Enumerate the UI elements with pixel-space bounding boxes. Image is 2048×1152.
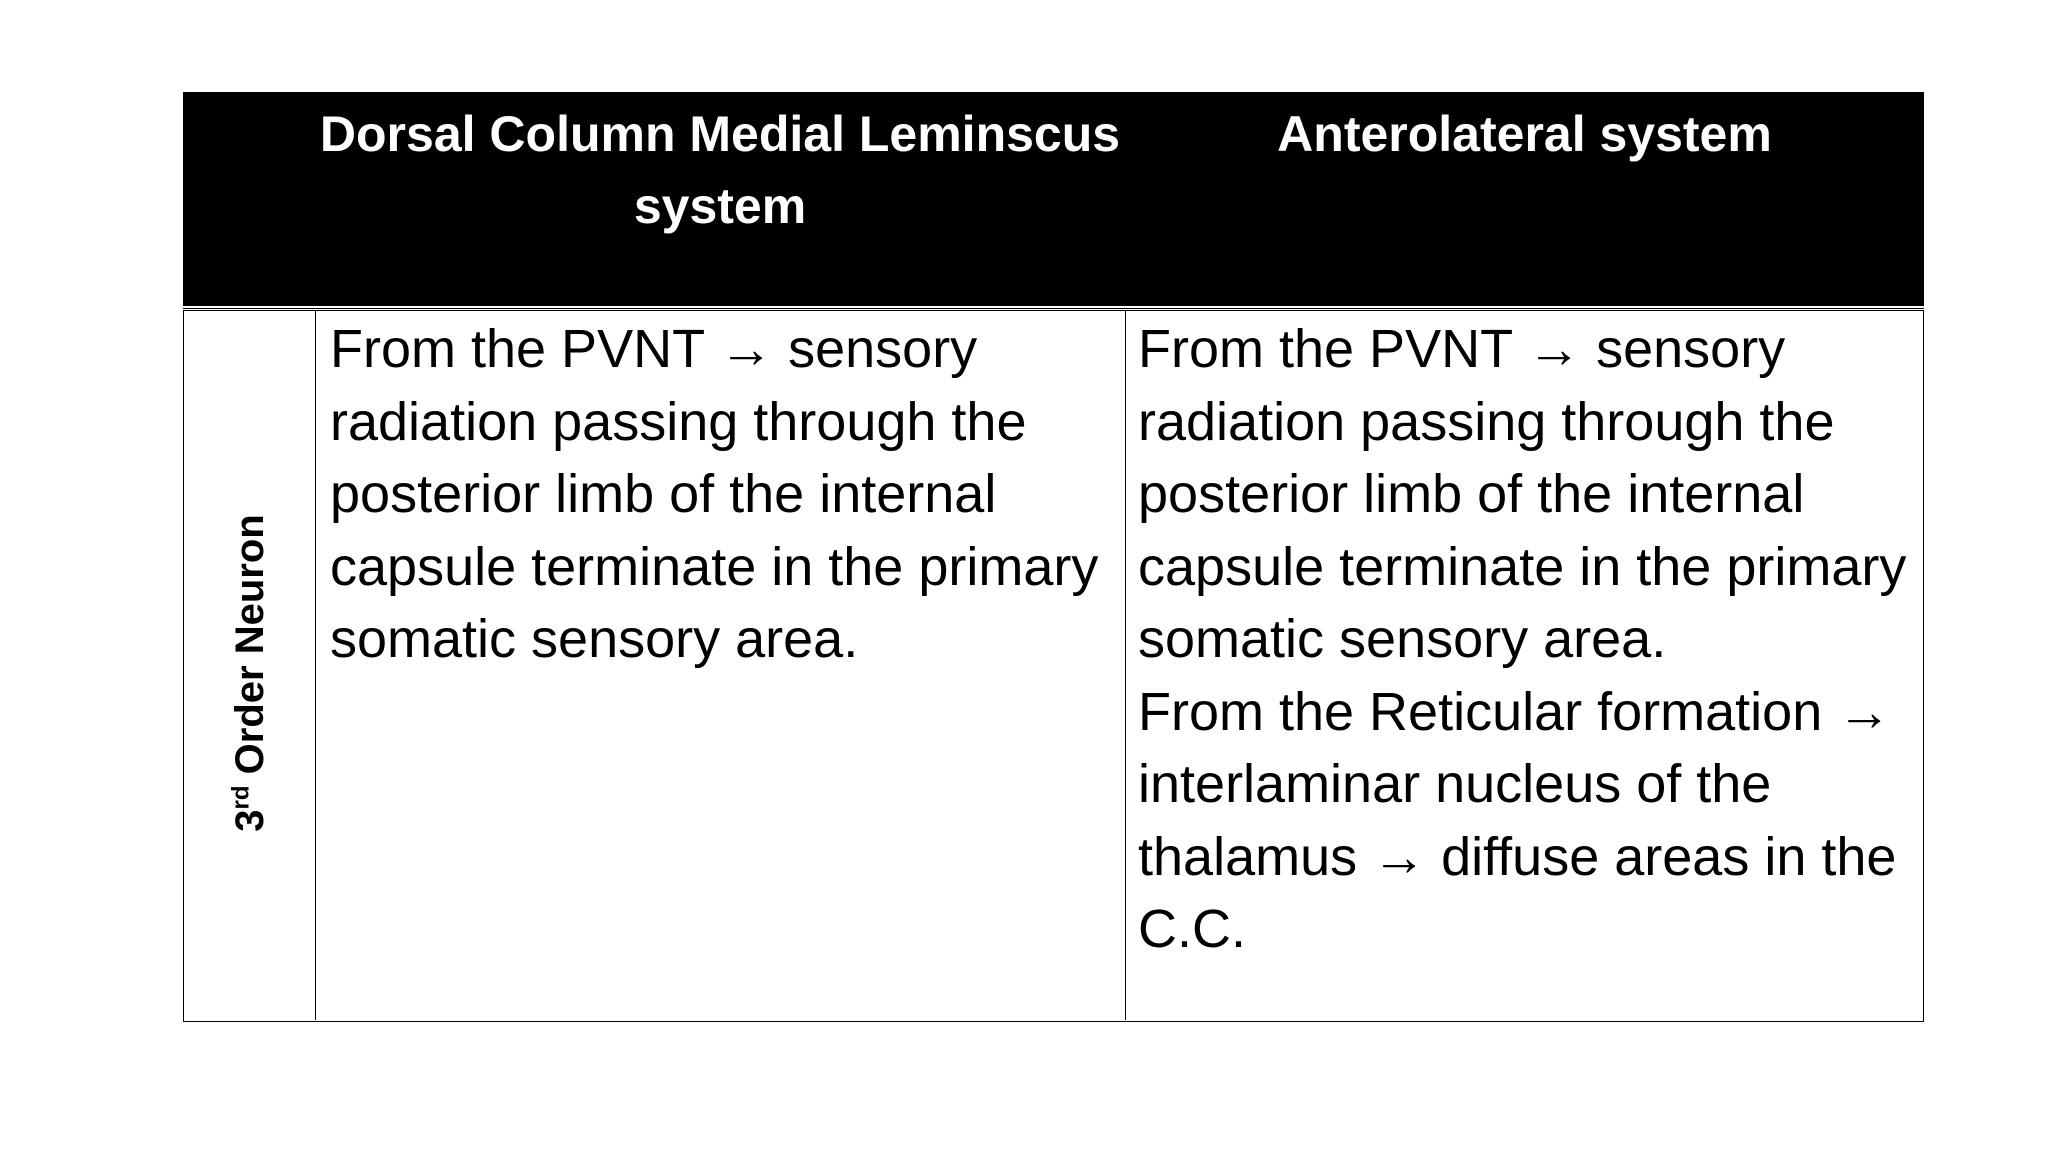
row-header-label	[228, 514, 272, 831]
cell-dorsal-column: From the PVNT → sensory radiation passing through the posterior limb of the internal capsule terminate in the primary somatic sensory area.	[316, 311, 1126, 1020]
row-label-suffix: rd	[227, 785, 255, 810]
row-header-cell	[184, 311, 316, 1020]
row-label-text: Order Neuron	[228, 514, 272, 786]
column-header-anterolateral: Anterolateral system	[1277, 106, 1772, 162]
comparison-table	[183, 92, 1924, 1022]
table-row	[183, 311, 1924, 1022]
column-header-dorsal-column: Dorsal Column Medial Leminscus system	[319, 106, 1121, 234]
row-label-number: 3	[228, 809, 272, 832]
table-header-row	[183, 92, 1924, 306]
cell-anterolateral: From the PVNT → sensory radiation passing through the posterior limb of the internal capsule terminate in the primary somatic sensory area. From the Reticular formation → interlaminar nucleus of the thalamus → diffuse areas in the C.C.	[1138, 319, 1907, 959]
